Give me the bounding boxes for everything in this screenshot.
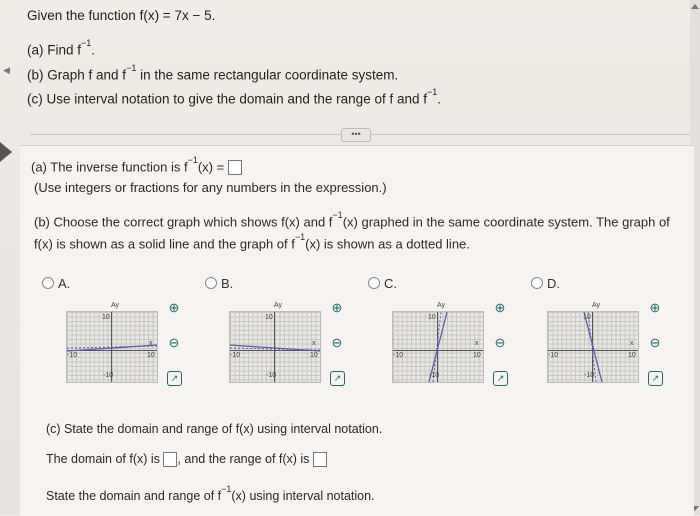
y-tick-top: 10 <box>265 314 273 321</box>
answer-panel <box>20 145 694 516</box>
part-b-line2 <box>34 232 470 252</box>
part-c-heading: (c) State the domain and range of f(x) using interval notation. <box>46 422 383 436</box>
part-b-line2-end: (x) is shown as a dotted line. <box>305 236 470 252</box>
question-c-end: . <box>437 91 442 107</box>
x-tick-right: 10 <box>310 352 318 359</box>
y-tick-top: 10 <box>428 314 436 321</box>
part-a-end: (x) = <box>197 159 225 175</box>
open-graph-icon[interactable]: ↗ <box>167 371 182 386</box>
option-a-label: A. <box>58 276 71 291</box>
y-tick-top: 10 <box>583 314 591 321</box>
y-axis-label: Ay <box>274 302 283 309</box>
zoom-out-icon[interactable]: ⊖ <box>331 335 343 350</box>
y-tick-bottom: -10 <box>584 372 595 379</box>
y-axis-label: Ay <box>592 302 601 309</box>
inverse-prompt-sup: −1 <box>221 484 232 494</box>
question-c <box>27 87 442 107</box>
y-tick-bottom: -10 <box>103 372 114 379</box>
inverse-prompt-text: State the domain and range of f <box>46 489 222 504</box>
y-tick-top: 10 <box>102 314 110 321</box>
part-b-line2-sup: −1 <box>294 232 306 242</box>
part-b-line1-end: (x) graphed in the same coordinate system. The graph of <box>342 214 670 230</box>
option-b-graph <box>229 302 321 383</box>
zoom-in-icon[interactable]: ⊕ <box>649 300 661 315</box>
option-a-graph <box>66 302 158 383</box>
zoom-in-icon[interactable]: ⊕ <box>494 300 506 315</box>
option-b[interactable] <box>205 276 233 291</box>
option-c-radio[interactable] <box>368 277 380 289</box>
question-a-end: . <box>91 42 96 58</box>
option-b-radio[interactable] <box>205 277 217 289</box>
part-c-domain-range <box>46 452 327 467</box>
part-a-prompt <box>31 155 242 175</box>
x-tick-left: -10 <box>230 352 241 359</box>
option-c-graph <box>392 302 484 383</box>
option-d[interactable] <box>531 276 560 291</box>
zoom-in-icon[interactable]: ⊕ <box>168 300 180 315</box>
option-c-label: C. <box>384 276 397 291</box>
option-a[interactable] <box>42 276 70 291</box>
option-d-graph <box>547 302 639 383</box>
x-tick-right: 10 <box>473 352 481 359</box>
domain-label: The domain of f(x) is <box>46 452 160 466</box>
part-a-hint: (Use integers or fractions for any numbers in the expression.) <box>34 180 387 195</box>
question-a-sup: −1 <box>81 38 92 48</box>
x-axis-label: x <box>475 340 479 347</box>
inverse-prompt-end: (x) using interval notation. <box>231 489 375 504</box>
part-a-sup: −1 <box>187 155 198 165</box>
open-graph-icon[interactable]: ↗ <box>330 371 345 386</box>
part-b-line1-text: (b) Choose the correct graph which shows f(x) and f <box>34 214 333 230</box>
x-axis-label: x <box>149 340 153 347</box>
question-b-text: (b) Graph f and f <box>27 67 127 83</box>
zoom-in-icon[interactable]: ⊕ <box>331 300 343 315</box>
given-text: Given the function f(x) = 7x − 5. <box>27 8 216 23</box>
x-tick-right: 10 <box>147 352 155 359</box>
y-axis-label: Ay <box>437 302 446 309</box>
x-axis-label: x <box>630 340 634 347</box>
question-a <box>27 38 96 58</box>
open-graph-icon[interactable]: ↗ <box>493 371 508 386</box>
x-tick-left: -10 <box>393 352 404 359</box>
y-tick-bottom: -10 <box>266 372 277 379</box>
question-c-sup: −1 <box>427 87 438 97</box>
open-graph-icon[interactable]: ↗ <box>648 371 663 386</box>
inverse-answer-input[interactable] <box>228 160 242 175</box>
zoom-out-icon[interactable]: ⊖ <box>494 335 506 350</box>
range-label: , and the range of f(x) is <box>177 452 310 466</box>
x-tick-left: -10 <box>548 352 559 359</box>
part-b-line1-sup: −1 <box>332 210 343 220</box>
x-axis-label: x <box>312 340 316 347</box>
part-b-line2-text: f(x) is shown as a solid line and the graph of f <box>34 236 295 252</box>
option-c[interactable] <box>368 276 397 291</box>
option-b-label: B. <box>221 276 234 291</box>
range-input[interactable] <box>313 452 327 467</box>
question-a-text: (a) Find f <box>27 42 82 58</box>
option-d-radio[interactable] <box>531 277 543 289</box>
option-d-label: D. <box>547 276 560 291</box>
part-a-text: (a) The inverse function is f <box>31 159 188 175</box>
left-edge-arrow-icon: ◀ <box>3 65 10 75</box>
question-b <box>27 63 399 83</box>
option-a-radio[interactable] <box>42 277 54 289</box>
scroll-up-icon[interactable] <box>691 4 699 9</box>
question-b-end: in the same rectangular coordinate system. <box>136 67 399 83</box>
question-b-sup: −1 <box>126 63 137 73</box>
x-tick-right: 10 <box>628 352 636 359</box>
question-c-text: (c) Use interval notation to give the domain and the range of f and f <box>27 91 427 107</box>
domain-input[interactable] <box>163 452 177 467</box>
current-part-arrow-icon <box>0 142 12 162</box>
y-tick-bottom: -10 <box>429 372 440 379</box>
zoom-out-icon[interactable]: ⊖ <box>649 335 661 350</box>
x-tick-left: -10 <box>67 352 78 359</box>
part-b-line1 <box>34 210 670 230</box>
more-button[interactable]: ••• <box>341 128 371 142</box>
zoom-out-icon[interactable]: ⊖ <box>168 335 180 350</box>
y-axis-label: Ay <box>111 302 120 309</box>
part-c-inverse-prompt <box>46 484 375 504</box>
